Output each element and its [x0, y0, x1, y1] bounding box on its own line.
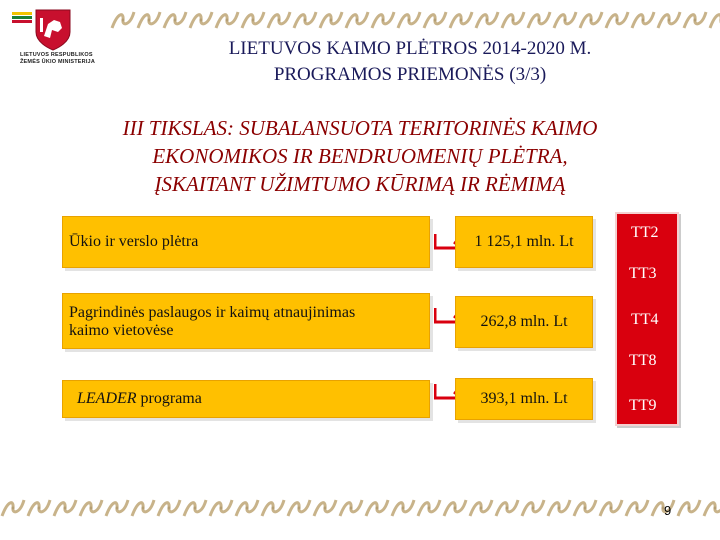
- bottom-border-ornament: [0, 496, 720, 520]
- measure-box-2: [62, 293, 430, 349]
- amount-3: 393,1 mln. Lt: [480, 390, 568, 407]
- measure-box-1: [62, 216, 430, 268]
- amount-box-2: [455, 296, 593, 348]
- page-title: [150, 36, 670, 88]
- objective-line-2: EKONOMIKOS IR BENDRUOMENIŲ PLĖTRA,: [152, 144, 568, 168]
- measure-label-1: Ūkio ir verslo plėtra: [69, 233, 199, 250]
- target-tt3: TT3: [629, 265, 657, 282]
- measure-label-3: [77, 390, 202, 408]
- title-line-1: LIETUVOS KAIMO PLĖTROS 2014-2020 M.: [228, 38, 592, 59]
- leader-label: LEADER: [77, 390, 137, 407]
- objective-line-3: ĮSKAITANT UŽIMTUMO KŪRIMĄ IR RĖMIMĄ: [154, 172, 566, 196]
- objective-line-1: III TIKSLAS: SUBALANSUOTA TERITORINĖS KAIMO: [122, 116, 598, 140]
- amount-2: 262,8 mln. Lt: [480, 313, 568, 330]
- objective-heading: [40, 114, 680, 198]
- amount-box-1: [455, 216, 593, 268]
- amount-box-3: [455, 378, 593, 420]
- ministry-logo: [6, 6, 114, 76]
- target-tt8: TT8: [629, 352, 657, 369]
- org-name-line1: LIETUVOS RESPUBLIKOS: [20, 52, 93, 58]
- programa-label: programa: [136, 390, 202, 407]
- page-number: 9: [664, 503, 672, 518]
- measure-box-3: [62, 380, 430, 418]
- top-border-ornament: [110, 8, 720, 32]
- target-tt4: TT4: [631, 311, 659, 328]
- coat-of-arms-icon: [6, 6, 114, 52]
- amount-1: 1 125,1 mln. Lt: [474, 233, 574, 250]
- title-line-2: PROGRAMOS PRIEMONĖS (3/3): [273, 64, 547, 85]
- target-tt2: TT2: [631, 224, 659, 241]
- target-tt9: TT9: [629, 397, 657, 414]
- measure-label-2a: Pagrindinės paslaugos ir kaimų atnaujinimas: [69, 304, 356, 321]
- measure-label-2b: kaimo vietovėse: [69, 322, 174, 339]
- org-name-line2: ŽEMĖS ŪKIO MINISTERIJA: [20, 59, 95, 65]
